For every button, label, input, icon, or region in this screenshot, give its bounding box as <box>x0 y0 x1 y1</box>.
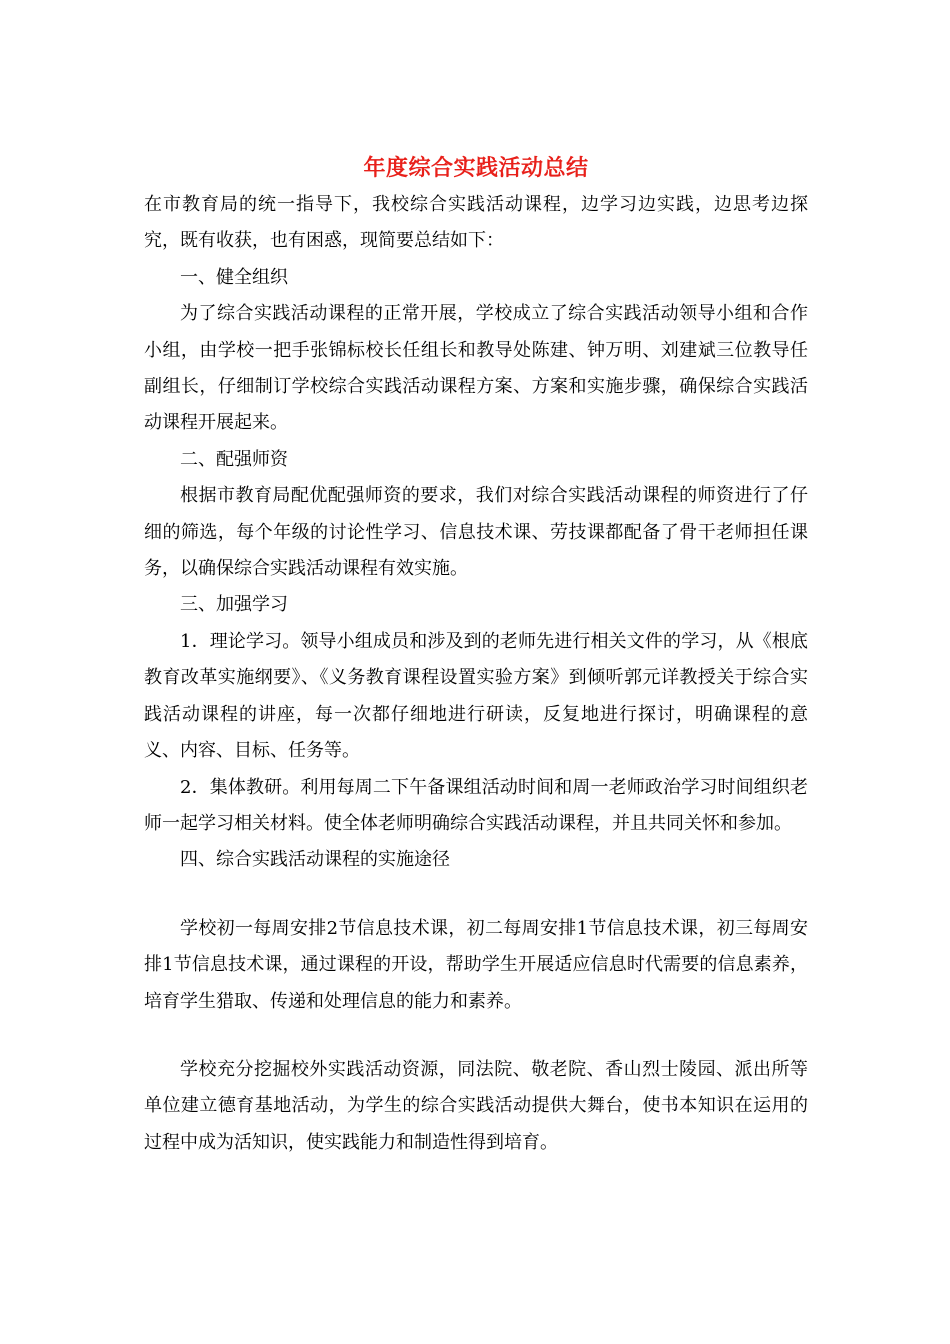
paragraph-gap <box>144 879 808 911</box>
section-2-body: 根据市教育局配优配强师资的要求，我们对综合实践活动课程的师资进行了仔细的筛选，每个年级的讨论性学习、信息技术课、劳技课都配备了骨干老师担任课务，以确保综合实践活动课程有效实施。 <box>144 485 808 580</box>
section-4-paragraph-1: 学校初一每周安排2节信息技术课，初二每周安排1节信息技术课，初三每周安排1节信息技术课，通过课程的开设，帮助学生开展适应信息时代需要的信息素养，培育学生猎取、传递和处理信息的能力和素养。 <box>144 917 808 1012</box>
section-1-body: 为了综合实践活动课程的正常开展，学校成立了综合实践活动领导小组和合作小组，由学校一把手张锦标校长任组长和教导处陈建、钟万明、刘建斌三位教导任副组长，仔细制订学校综合实践活动课程方案、方案和实施步骤，确保综合实践活动课程开展起来。 <box>144 303 808 434</box>
section-3-item-2: 2．集体教研。利用每周二下午备课组活动时间和周一老师政治学习时间组织老师一起学习相关材料。使全体老师明确综合实践活动课程，并且共同关怀和参加。 <box>144 776 808 834</box>
section-4-paragraph-2: 学校充分挖掘校外实践活动资源，同法院、敬老院、香山烈士陵园、派出所等单位建立德育基地活动，为学生的综合实践活动提供大舞台，使书本知识在运用的过程中成为活知识，使实践能力和制造性得到培育。 <box>144 1058 808 1153</box>
document-page <box>144 0 808 1161</box>
section-2-heading: 二、配强师资 <box>180 448 288 470</box>
paragraph-gap <box>144 1020 808 1052</box>
section-4-heading: 四、综合实践活动课程的实施途径 <box>180 849 450 871</box>
document-title: 年度综合实践活动总结 <box>363 155 589 181</box>
section-3-item-1: 1．理论学习。领导小组成员和涉及到的老师先进行相关文件的学习，从《根底教育改革实施纲要》、《义务教育课程设置实验方案》到倾听郭元详教授关于综合实践活动课程的讲座，每一次都仔细地进行研读，反复地进行探讨，明确课程的意义、内容、目标、任务等。 <box>144 630 808 762</box>
intro-paragraph: 在市教育局的统一指导下，我校综合实践活动课程，边学习边实践，边思考边探究，既有收获，也有困惑，现简要总结如下： <box>144 194 808 252</box>
section-3-heading: 三、加强学习 <box>180 594 288 616</box>
section-1-heading: 一、健全组织 <box>180 266 288 288</box>
